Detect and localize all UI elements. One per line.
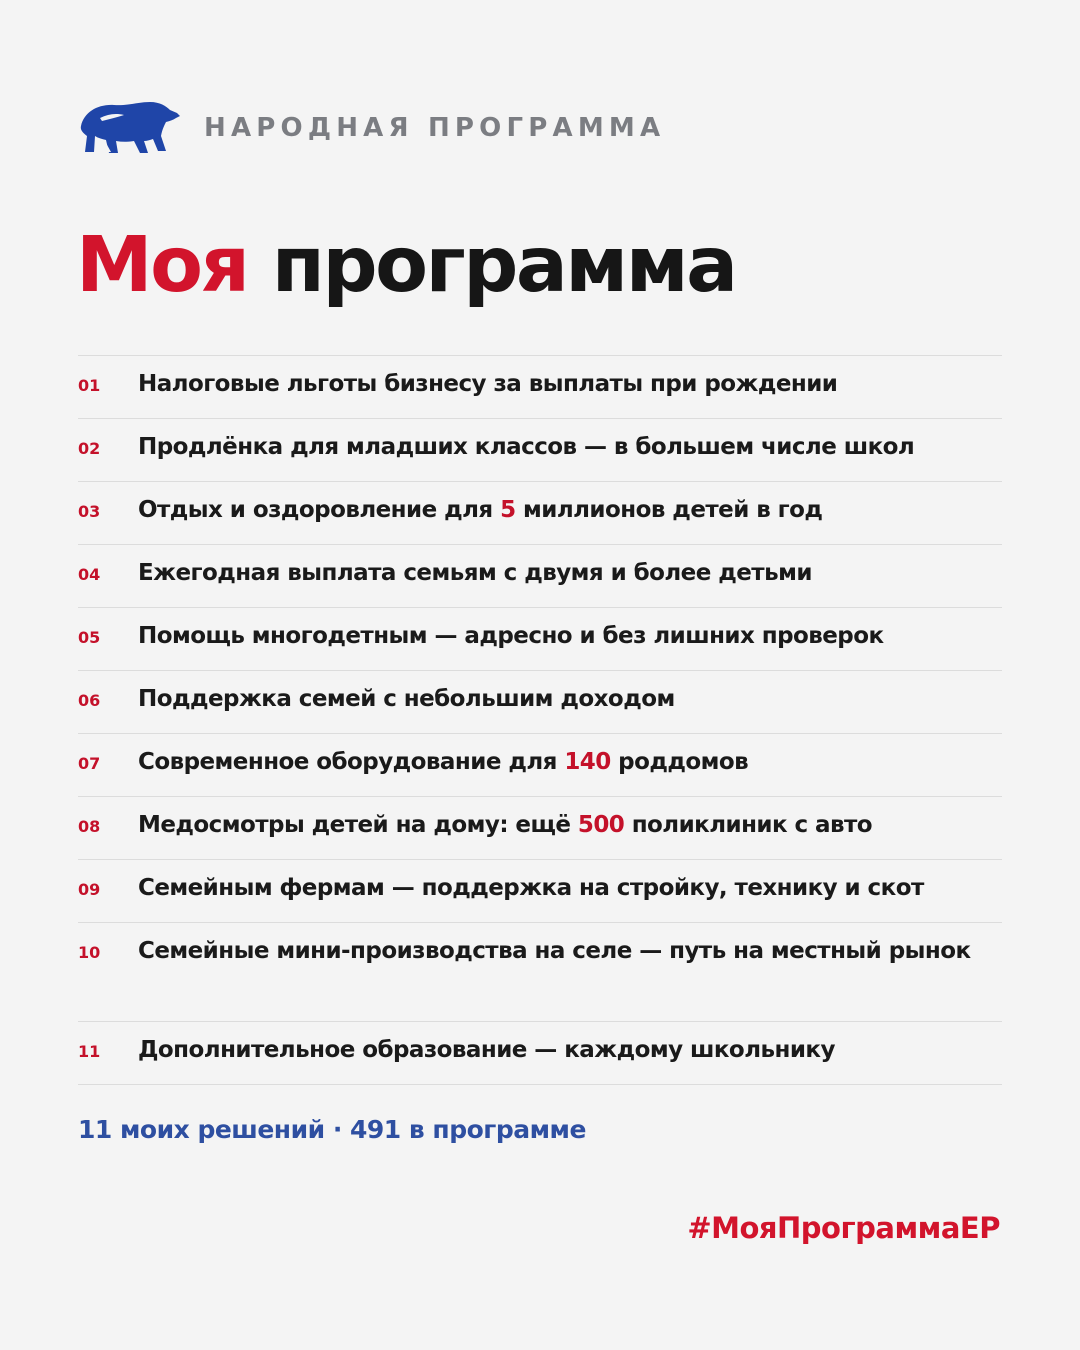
item-number: 10 bbox=[78, 943, 101, 962]
item-number: 02 bbox=[78, 439, 101, 458]
item-text-part: Семейным фермам — поддержка на стройку, технику и скот bbox=[138, 875, 924, 901]
program-item bbox=[78, 356, 1002, 419]
item-text bbox=[138, 429, 1002, 465]
item-text-part: Дополнительное образование — каждому школьнику bbox=[138, 1037, 835, 1063]
program-list bbox=[78, 355, 1002, 1085]
item-text bbox=[138, 618, 1002, 654]
program-item bbox=[78, 545, 1002, 608]
item-number: 07 bbox=[78, 754, 101, 773]
item-number: 01 bbox=[78, 376, 101, 395]
item-text-part: Продлёнка для младших классов — в большем числе школ bbox=[138, 434, 915, 460]
item-text bbox=[138, 870, 1002, 906]
item-number: 04 bbox=[78, 565, 101, 584]
item-text-part: роддомов bbox=[610, 749, 749, 775]
summary-line: 11 моих решений · 491 в программе bbox=[78, 1115, 586, 1144]
item-number: 05 bbox=[78, 628, 101, 647]
header bbox=[78, 96, 665, 160]
item-text-part: Современное оборудование для bbox=[138, 749, 565, 775]
item-text bbox=[138, 807, 1002, 843]
bear-logo-icon bbox=[78, 96, 182, 160]
item-number: 03 bbox=[78, 502, 101, 521]
program-item bbox=[78, 482, 1002, 545]
brand-title: НАРОДНАЯ ПРОГРАММА bbox=[204, 113, 666, 143]
page-title bbox=[76, 218, 736, 314]
item-text-part: Отдых и оздоровление для bbox=[138, 497, 501, 523]
program-item bbox=[78, 608, 1002, 671]
item-text-part: Налоговые льготы бизнесу за выплаты при рождении bbox=[138, 371, 838, 397]
program-item bbox=[78, 419, 1002, 482]
item-text bbox=[138, 1032, 1002, 1068]
item-text bbox=[138, 744, 1002, 780]
item-text-part: поликлиник с авто bbox=[624, 812, 873, 838]
page-title-rest: программа bbox=[271, 221, 736, 310]
item-text bbox=[138, 492, 1002, 528]
item-text bbox=[138, 366, 1002, 402]
program-item bbox=[78, 797, 1002, 860]
program-item bbox=[78, 923, 1002, 1022]
item-text bbox=[138, 555, 1002, 591]
highlighted-number: 140 bbox=[564, 749, 611, 775]
highlighted-number: 5 bbox=[500, 497, 516, 523]
item-text-part: Медосмотры детей на дому: ещё bbox=[138, 812, 578, 838]
item-text-part: Семейные мини-производства на селе — путь на местный рынок bbox=[138, 938, 971, 964]
item-number: 08 bbox=[78, 817, 101, 836]
program-item bbox=[78, 671, 1002, 734]
program-item bbox=[78, 734, 1002, 797]
item-text-part: Помощь многодетным — адресно и без лишних проверок bbox=[138, 623, 884, 649]
page-title-accent: Моя bbox=[76, 221, 248, 310]
item-number: 11 bbox=[78, 1042, 101, 1061]
item-text-part: Ежегодная выплата семьям с двумя и более детьми bbox=[138, 560, 812, 586]
item-text bbox=[138, 933, 1002, 969]
item-number: 09 bbox=[78, 880, 101, 899]
item-text-part: Поддержка семей с небольшим доходом bbox=[138, 686, 675, 712]
program-item bbox=[78, 1022, 1002, 1085]
item-text bbox=[138, 681, 1002, 717]
item-text-part: миллионов детей в год bbox=[515, 497, 823, 523]
program-item bbox=[78, 860, 1002, 923]
item-number: 06 bbox=[78, 691, 101, 710]
highlighted-number: 500 bbox=[577, 812, 625, 838]
hashtag: #МояПрограммаЕР bbox=[687, 1211, 1000, 1245]
